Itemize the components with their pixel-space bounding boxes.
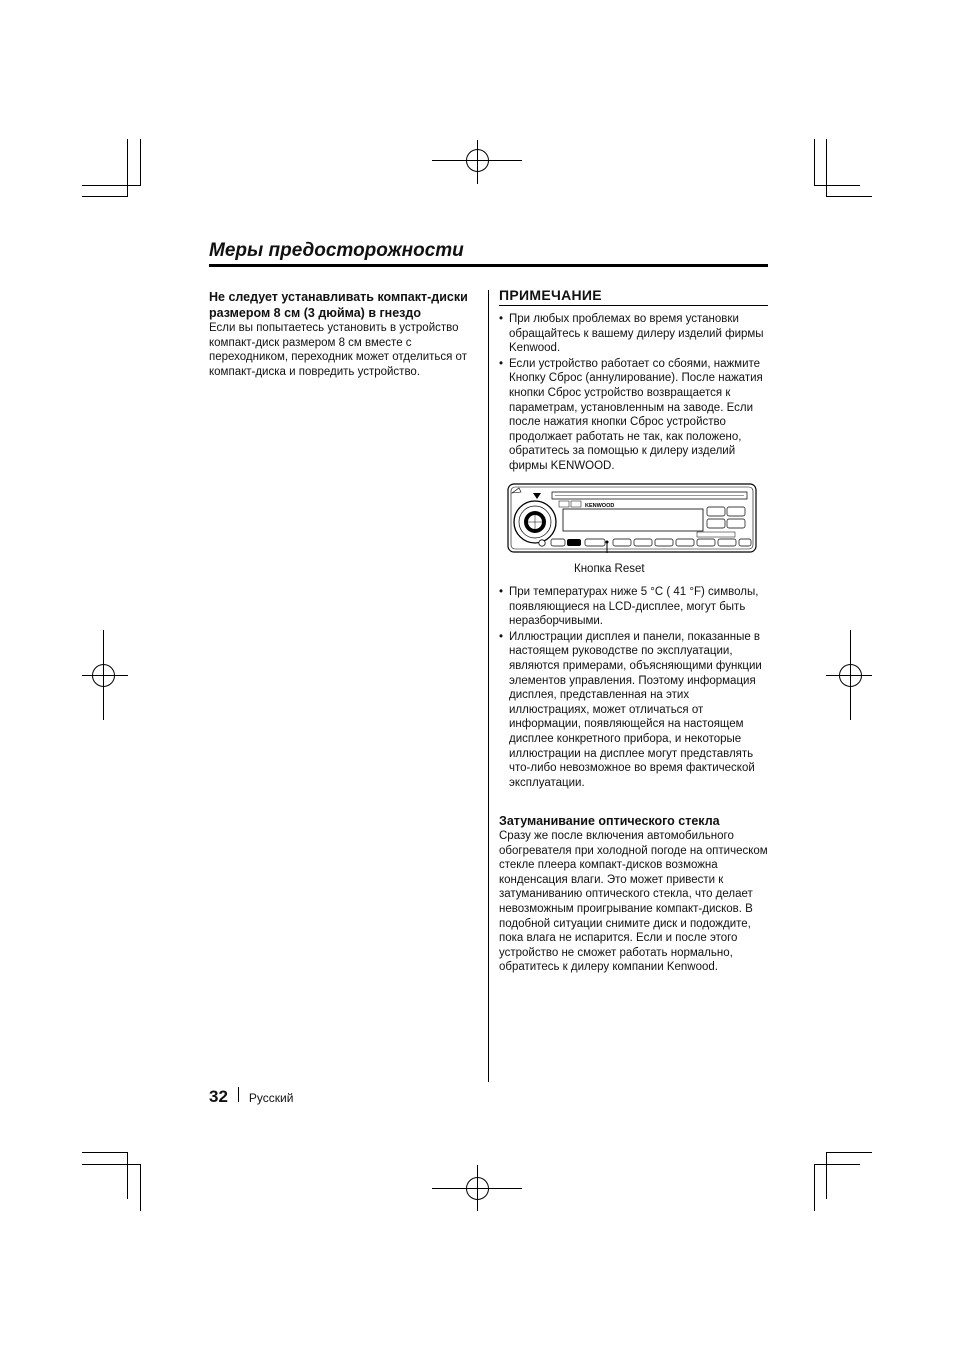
note-bullet: • Иллюстрации дисплея и панели, показанные в настоящем руководстве по эксплуатации, являются примерами, объясняющими функции элементов управления. Поэтому информация дисплея, представленная на этих иллюстрациях, может отличаться от информации, появляющейся на настоящем дисплее конкретного прибора, и некоторые иллюстрации на дисплее могут представлять что-либо невозможное во время фактической эксплуатации. xyxy=(499,630,768,791)
lens-fogging-heading: Затуманивание оптического стекла xyxy=(499,814,720,828)
note-section xyxy=(499,287,768,475)
language-label: Русский xyxy=(248,1091,294,1105)
lens-fogging-text: Сразу же после включения автомобильного обогревателя при холодной погоде на оптическом стекле плеера компакт-дисков возможна конденсация влаги. Это может привести к затуманиванию оптического стекла, что делает невозможным проигрывание компакт-дисков. В подобной ситуации снимите диск и подождите, пока влага не испарится. Если и после этого устройство не сможет работать нормально, обратитесь к дилеру компании Kenwood. xyxy=(499,830,768,974)
column-divider xyxy=(488,290,489,1082)
page-footer xyxy=(209,1087,293,1107)
title-rule xyxy=(209,264,768,267)
cd-8cm-heading: Не следует устанавливать компакт-диски размером 8 см (3 дюйма) в гнездо xyxy=(209,290,468,320)
left-column xyxy=(209,289,475,379)
brand-text: KENWOOD xyxy=(585,503,615,509)
note-bullet: • При температурах ниже 5 °C ( 41 °F) символы, появляющиеся на LCD-дисплее, могут быть неразборчивыми. xyxy=(499,585,768,629)
head-unit-illustration xyxy=(507,483,757,553)
page-number: 32 xyxy=(209,1087,228,1106)
lens-fogging-section xyxy=(499,813,768,975)
note-bullet: • При любых проблемах во время установки обращайтесь к вашему дилеру изделий фирмы Kenwood. xyxy=(499,312,768,356)
note-bullets-continued xyxy=(499,585,768,791)
page-title: Меры предосторожности xyxy=(209,240,464,261)
footer-separator xyxy=(238,1087,239,1102)
note-bullets xyxy=(499,312,768,474)
note-bullet: • Если устройство работает со сбоями, нажмите Кнопку Сброс (аннулирование). После нажатия кнопки Сброс устройство возвращается к параметрам, установленным на заводе. Если после нажатия кнопки Сброс устройство продолжает работать не так, как положено, обратитесь за помощью к дилеру изделий фирмы KENWOOD. xyxy=(499,357,768,474)
head-unit-drawing xyxy=(507,483,757,553)
cd-8cm-text: Если вы попытаетесь установить в устройство компакт-диск размером 8 см вместе с переходником, переходник может отделиться от компакт-диска и повредить устройство. xyxy=(209,322,467,378)
note-heading: ПРИМЕЧАНИЕ xyxy=(499,287,768,306)
reset-button-caption: Кнопка Reset xyxy=(574,563,645,575)
